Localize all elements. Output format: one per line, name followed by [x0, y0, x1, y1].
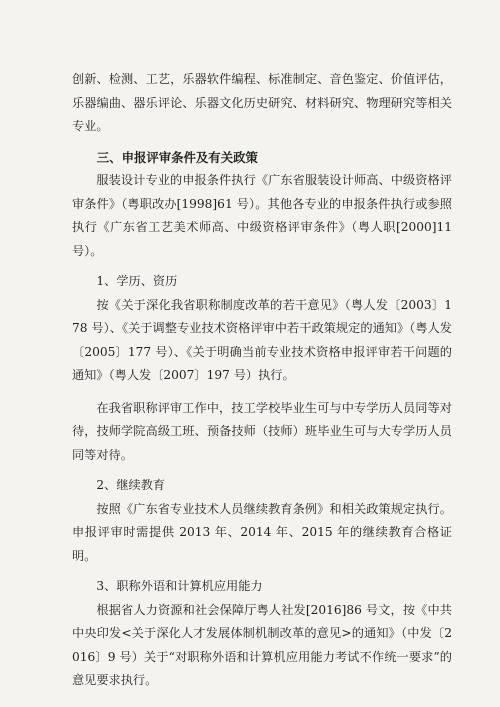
section-3-heading: 三、申报评审条件及有关政策: [96, 149, 258, 165]
subsection-3-heading: 3、职称外语和计算机应用能力: [96, 579, 263, 593]
subsection-2-paragraph: 按照《广东省专业技术人员继续教育条例》和相关政策规定执行。申报评审时需提供 2013 年、2014 年、2015 年的继续教育合格证明。: [72, 501, 452, 563]
subsection-3-paragraph: 根据省人力资源和社会保障厅粤人社发[2016]86 号文，按《中共中央印发<关于深化人才发展体制机制改革的意见>的通知》（中发〔2016〕9 号）关于“对职称外语和计算机应用能力考试不作统一要求”的意见要求执行。: [72, 602, 452, 687]
subsection-1-heading: 1、学历、资历: [96, 274, 178, 288]
intro-paragraph: 创新、检测、工艺，乐器软件编程、标准制定、音色鉴定、价值评估，乐器编曲、器乐评论、乐器文化历史研究、材料研究、物理研究等相关专业。: [72, 72, 452, 133]
policy-paragraph: 服装设计专业的申报条件执行《广东省服装设计师高、中级资格评审条件》（粤职改办[1998]61 号）。其他各专业的申报条件执行或参照执行《广东省工艺美术师高、中级资格评审条件》（粤人职[2000]11 号）。: [72, 173, 452, 258]
subsection-2-heading: 2、继续教育: [96, 478, 166, 492]
subsection-1-paragraph-a: 按《关于深化我省职称制度改革的若干意见》（粤人发〔2003〕178 号）、《关于调整专业技术资格评审中若干政策规定的通知》（粤人发〔2005〕177 号）、《关于明确当前专业技术资格申报评审若干问题的通知》（粤人发〔2007〕197 号）执行。: [72, 297, 452, 382]
subsection-1-paragraph-b: 在我省职称评审工作中，技工学校毕业生可与中专学历人员同等对待，技师学院高级工班、预备技师（技师）班毕业生可与大专学历人员同等对待。: [72, 400, 452, 462]
document-body: [72, 68, 452, 693]
